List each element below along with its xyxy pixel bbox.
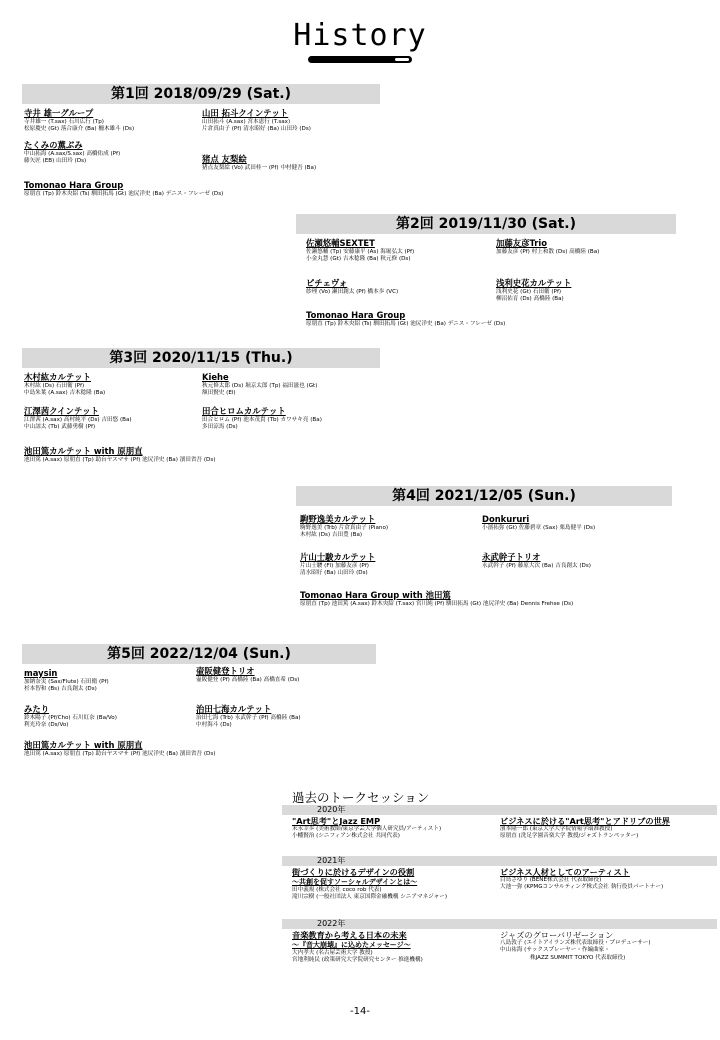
talk-speaker: 原朋直 (洗足学園音楽大学 教授/ジャズトランペッター) [500, 833, 639, 840]
group-members: 浅利史花 (Gt) 石田衛 (Pf) [496, 289, 562, 295]
group-members: 多田涼馬 (Ds) [202, 424, 238, 431]
group [202, 406, 322, 432]
group-members: 山田拓斗 (A.sax) 宮本恵行 (T.sax) [202, 119, 291, 125]
group-members: 片山士駿 (Fl) 加藤友彦 (Pf) [300, 563, 369, 569]
group-members: 紗理 (Vo) 瀬田創太 (Pf) 橋本歩 (VC) [306, 289, 399, 295]
group [24, 108, 134, 134]
group-name: Tomonao Hara Group [24, 180, 124, 190]
group [202, 372, 317, 398]
talk-speaker: 末永幸歩 (美術教師/東京学芸大学個人研究員/アーティスト) [292, 826, 442, 832]
group-members: 池田篤 (A.sax) 原朋直 (Tp) 助台ヤスマサ (Pf) 池尻洋史 (Ba) 濱田省吾 (Ds) [24, 751, 216, 757]
group-name: Tomonao Hara Group with 池田篤 [300, 590, 451, 600]
group-members: 清水昭好 (Ba) 山田玲 (Ds) [300, 570, 368, 577]
group-members: 秋元修太郎 (Ds) 堀京太郎 (Tp) 福田滋也 (Gt) [202, 383, 318, 389]
group-name: 田合ヒロムカルテット [202, 406, 286, 416]
group-name: 壷阪健登トリオ [196, 666, 255, 676]
group [482, 514, 595, 532]
session-5 [22, 644, 376, 664]
group-members: 永武幹子 (Pf) 藤原大次 (Ba) 吉良創太 (Ds) [482, 563, 591, 569]
group [482, 552, 591, 570]
talk-year: 2020年 [282, 805, 717, 815]
group-name: 山田 拓斗クインテット [202, 108, 289, 118]
group [300, 590, 573, 608]
group-name: Kiehe [202, 372, 229, 382]
group-members: 藤矢匠 (EB) 山田玲 (Ds) [24, 158, 87, 165]
talk-speaker: 中山祐海 (サックスプレーヤー・作編曲家・ [500, 947, 610, 954]
group-members: 中山拓海 (A.sax/S.sax) 高橋佑成 (Pf) [24, 151, 121, 157]
talk-title: "Art思考"とJazz EMP [292, 816, 381, 826]
group-members: 原朋直 (Tp) 池田篤 (A.sax) 鈴木央紹 (T.sax) 宮川純 (Pf) 馴田拓馬 (Gt) 池尻洋史 (Ba) Dennis Frehse (Ds) [300, 601, 574, 607]
group-name: Tomonao Hara Group [306, 310, 406, 320]
session-heading: 第2回 2019/11/30 (Sat.) [296, 214, 676, 234]
group-name: 寺井 雄一グループ [24, 108, 94, 118]
group-name: 江澤茜クインテット [24, 406, 99, 416]
session-3 [22, 348, 380, 368]
group-members: 小濱拓弥 (Gt) 佐藤碧章 (Sax) 栗島健平 (Ds) [482, 525, 596, 531]
group-members: 壷阪健登 (Pf) 高橋陸 (Ba) 髙橋直希 (Ds) [196, 677, 300, 683]
session-1 [22, 84, 380, 104]
group [24, 446, 215, 464]
talk-year: 2021年 [282, 856, 717, 866]
group-members: 利光玲奈 (Ds/Vo) [24, 722, 69, 729]
group-members: 中島朱葉 (A.sax) 吉木稔隆 (Ba) [24, 390, 106, 397]
group-name: みたり [24, 704, 50, 714]
session-2 [296, 214, 676, 234]
talk-title: 街づくりに於けるデザインの役割 [292, 867, 415, 877]
group-members: 小金丸慧 (Gt) 吉木稔隆 (Ba) 秋元修 (Ds) [306, 256, 411, 263]
group-name: 佐瀬悠輔SEXTET [306, 238, 375, 248]
page-title: History [293, 18, 427, 53]
group-members: 猪点友梨絵 (Vo) 武田桂一 (Pf) 中村健吾 (Ba) [202, 165, 317, 171]
talk-title: ビジネス人材としてのアーティスト [500, 867, 630, 877]
group [24, 372, 105, 398]
talk-speaker: 濱本隆一郎 (東京大学大学院情報学環准教授) [500, 826, 613, 832]
talk-subtitle: ～共創を促すソーシャルデザインとは～ [292, 878, 418, 886]
talk-item [292, 930, 423, 965]
group-members: 江澤茜 (A.sax) 高村純平 (Ds) 吉田悠 (Ba) [24, 417, 132, 423]
group-name: たくみの薫ぶみ [24, 140, 83, 150]
group-name: 池田篤カルテット with 原朋直 [24, 740, 143, 750]
session-heading: 第3回 2020/11/15 (Thu.) [22, 348, 380, 368]
group-members: 治田七海 (Trb) 永武幹子 (Pf) 高橋陸 (Ba) [196, 715, 301, 721]
group-members: 木村紘 (Ds) 石田衛 (Pf) [24, 383, 85, 389]
group [24, 140, 120, 166]
group-name: 治田七海カルテット [196, 704, 272, 714]
talk-subtitle: ～『音大崩壊』に込めたメッセージ～ [292, 941, 411, 949]
group-name: 加藤友彦Trio [496, 238, 548, 248]
group-name: 浅利史花カルテット [496, 278, 572, 288]
group-name: 永武幹子トリオ [482, 552, 541, 562]
session-heading: 第1回 2018/09/29 (Sat.) [22, 84, 380, 104]
group [24, 406, 132, 432]
group-members: 松原慶史 (Gt) 落合康介 (Ba) 柵木雄斗 (Ds) [24, 126, 135, 133]
talk-speaker: 小幡賢治 (シニフィアン株式会社 共同代表) [292, 833, 400, 840]
group-name: ピチェヴォ [306, 278, 348, 288]
group-members: 中山諒太 (Tb) 武藤勇樹 (Pf) [24, 424, 96, 431]
group-members: 原朋直 (Tp) 鈴木央紹 (Ts) 馴田拓馬 (Gt) 池尻洋史 (Ba) デニス・フレーゼ (Ds) [24, 191, 224, 197]
group [196, 704, 301, 730]
group-name: 片山士駿カルテット [300, 552, 376, 562]
group-name: maysin [24, 668, 58, 678]
group-members: 片倉真由子 (Pf) 清水昭好 (Ba) 山田玲 (Ds) [202, 126, 311, 133]
group-members: 池田篤 (A.sax) 原朋直 (Tp) 助台ヤスマサ (Pf) 池尻洋史 (Ba) 濱田省吾 (Ds) [24, 457, 216, 463]
group [300, 514, 388, 540]
talk-speaker: 大内孝夫 (名古屋芸術大学 教授) [292, 950, 373, 956]
group-members: 木村紘 (Ds) 吉田豊 (Ba) [300, 532, 363, 539]
group [306, 310, 505, 328]
talk-sessions-heading: 過去のトークセッション [292, 790, 430, 805]
talk-item [500, 816, 670, 841]
talk-title: ビジネスに於ける"Art思考"とアドリブの世界 [500, 816, 670, 826]
talk-item [500, 867, 663, 892]
group-name: 猪点 友梨絵 [202, 154, 247, 164]
talk-title: ジャズのグローバリゼーション [500, 930, 614, 940]
group [24, 740, 215, 758]
group [24, 704, 117, 730]
group-members: 中村海斗 (Ds) [196, 722, 232, 729]
talk-year: 2022年 [282, 919, 717, 929]
session-heading: 第4回 2021/12/05 (Sun.) [296, 486, 672, 506]
group-name: 木村紘カルテット [24, 372, 91, 382]
group-members: 佐瀬悠輔 (Tp) 安藤康平 (As) 海堀弘太 (Pf) [306, 249, 415, 255]
group [300, 552, 375, 578]
group-members: 田合ヒロム (Pf) 池本茂貴 (Tb) カワサキ亮 (Ba) [202, 417, 322, 423]
session-4 [296, 486, 672, 506]
group-members: 鈴木陽子 (Pf/Cho) 石川紅奈 (Ba/Vo) [24, 715, 117, 721]
group [306, 278, 398, 296]
group [24, 180, 223, 198]
group-members: 杉本智和 (Bs) 吉良創太 (Ds) [24, 686, 97, 693]
group [202, 108, 311, 134]
page-number: -14- [350, 1006, 370, 1017]
group [306, 238, 414, 264]
group [196, 666, 299, 684]
talk-item [292, 867, 447, 902]
group-name: Donkururi [482, 514, 530, 524]
group-name: 池田篤カルテット with 原朋直 [24, 446, 143, 456]
group [24, 668, 109, 694]
talk-item [500, 930, 651, 962]
group [496, 238, 599, 256]
talk-speaker: 田中義規 (株式会社 coco rob 代表) [292, 887, 382, 893]
group-members: 加納奈実 (Sax/Flute) 石田衛 (Pf) [24, 679, 109, 685]
talk-item [292, 816, 441, 841]
group-members: 加藤友彦 (Pf) 村上和散 (Ds) 高橋陸 (Ba) [496, 249, 600, 255]
group-members: 駒野逸美 (Trb) 片倉真由子 (Piano) [300, 525, 389, 531]
session-heading: 第5回 2022/12/04 (Sun.) [22, 644, 376, 664]
talk-speaker: 滝川宗樹 (一般社団法人 東京国際金融機構 シニアマネジャー) [292, 894, 448, 901]
talk-speaker: 株JAZZ SUMMIT TOKYO 代表取締役) [530, 954, 626, 961]
title-underline-decoration [308, 56, 412, 63]
talk-title: 音楽教育から考える日本の未来 [292, 930, 407, 940]
talk-speaker: 大池一弥 (KPMGコンサルティング株式会社 執行役員パートナー) [500, 884, 664, 891]
group-members: 柳沼佑育 (Ds) 高橋陸 (Ba) [496, 296, 564, 303]
group [496, 278, 571, 304]
group-members: 額田賢史 (El) [202, 390, 236, 397]
talk-speaker: 白鳥さゆり (BENE株式会社 代表取締役) [500, 877, 602, 883]
group-members: 寺井雄一 (T.sax) 石川広行 (Tp) [24, 119, 104, 125]
group-members: 原朋直 (Tp) 鈴木央紹 (Ts) 馴田拓馬 (Gt) 池尻洋史 (Ba) デニス・フレーゼ (Ds) [306, 321, 506, 327]
group [202, 154, 316, 172]
talk-speaker: 宮地利純民 (政策研究大学院研究センター 推進機構) [292, 957, 423, 964]
talk-speaker: 八島敦子 (エイトアイランズ株代表取締役・プロデューサー) [500, 940, 651, 946]
group-name: 駒野逸美カルテット [300, 514, 376, 524]
